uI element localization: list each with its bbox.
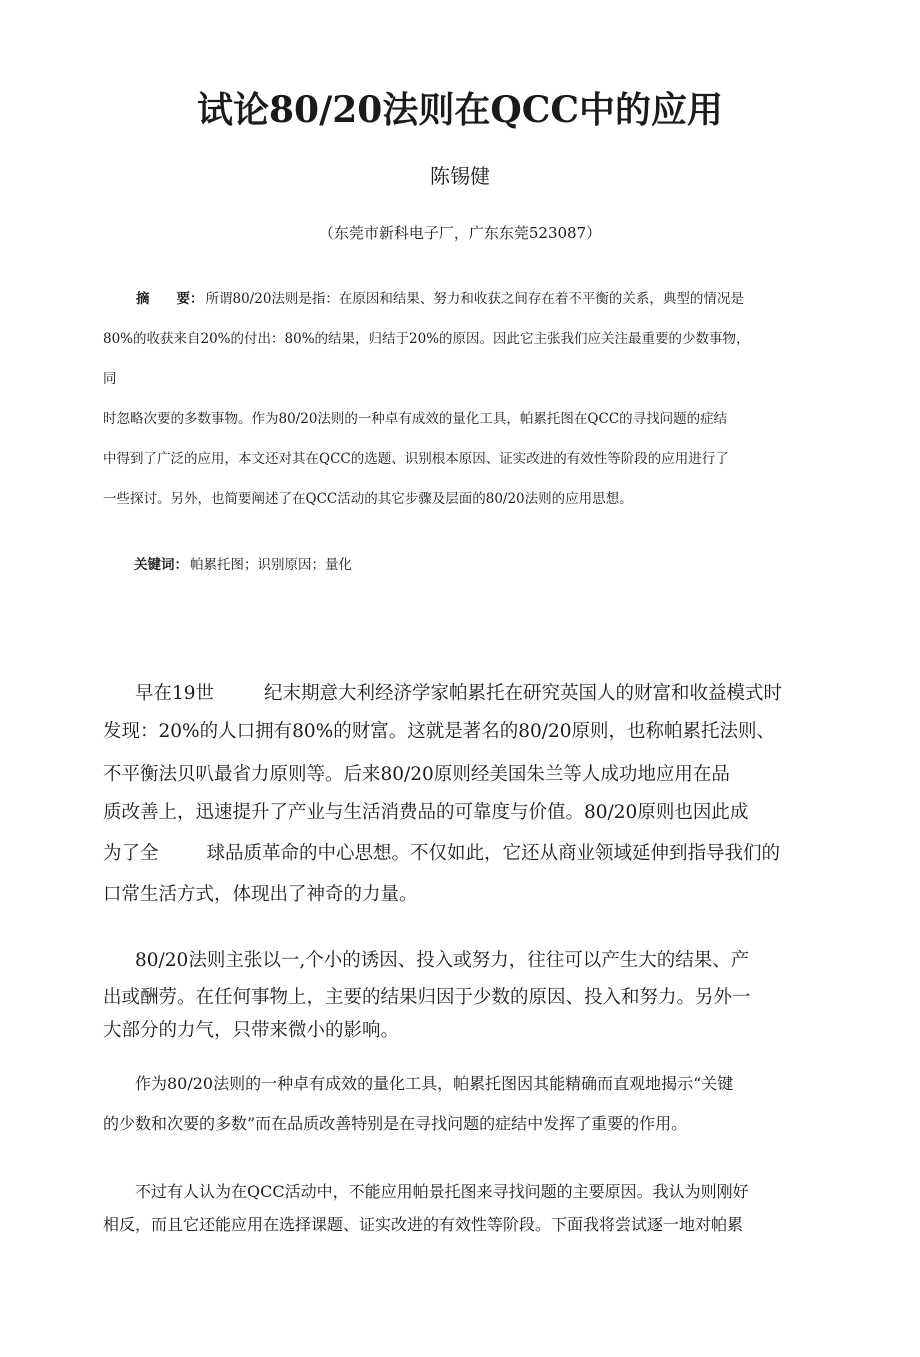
p4-line-1: 不过有人认为在QCC活动中，不能应用帕景托图来寻找问题的主要原因。我认为则刚好: [135, 1182, 749, 1201]
p2-line-1: 80/20法则主张以一,个小的诱因、投入或努力，往往可以产生大的结果、产: [135, 950, 750, 971]
p2-line-2: 出或酬劳。在任何事物上，主要的结果归因于少数的原因、投入和努力。另外一: [103, 987, 751, 1008]
p1-line-6: 口常生活方式，体现出了神奇的力量。: [103, 884, 418, 905]
author-affiliation: （东莞市新科电子厂，广东东莞523087）: [318, 224, 602, 242]
keywords-text: 帕累托图；识别原因；量化: [190, 557, 352, 573]
p1-line-2: 发现：20%的人口拥有80%的财富。这就是著名的80/20原则，也称帕累托法则、: [103, 721, 776, 742]
abstract-line-6: 一些探讨。另外，也简要阐述了在QCC活动的其它步骤及层面的80/20法则的应用思想。: [103, 491, 633, 507]
abstract-line-1: 摘 要： 所谓80/20法则是指：在原因和结果、努力和收获之间存在着不平衡的关系，典型的情况是: [136, 291, 744, 307]
abstract-line-4: 时忽略次要的多数事物。作为80/20法则的一种卓有成效的量化工具，帕累托图在QCC的寻找问题的症结: [103, 411, 728, 427]
abstract-line-5: 中得到了广泛的应用，本文还对其在QCC的选题、识别根本原因、证实改进的有效性等阶段的应用进行了: [103, 451, 729, 467]
p1-line-3: 不平衡法贝叭最省力原则等。后来80/20原则经美国朱兰等人成功地应用在品: [103, 764, 730, 785]
p3-line-2: 的少数和次要的多数”而在品质改善特别是在寻找问题的症结中发挥了重要的作用。: [103, 1114, 688, 1133]
p3-line-1: 作为80/20法则的一种卓有成效的量化工具，帕累托图因其能精确而直观地揭示“关键: [135, 1074, 734, 1093]
p2-line-3: 大部分的力气，只带来微小的影响。: [103, 1020, 400, 1041]
keywords-label: 关键词：: [134, 557, 188, 573]
p1-line-4: 质改善上，迅速提升了产业与生活消费品的可靠度与价值。80/20原则也因此成: [103, 802, 749, 823]
paper-title: 试论80/20法则在QCC中的应用: [196, 89, 723, 131]
p1-line-5: 为了全 球品质革命的中心思想。不仅如此，它还从商业领域延伸到指导我们的: [103, 843, 781, 864]
author-name: 陈锡健: [430, 164, 490, 188]
abstract-line-3: 同: [103, 371, 117, 387]
p4-line-2: 相反，而且它还能应用在选择课题、证实改进的有效性等阶段。下面我将尝试逐一地对帕累: [103, 1215, 744, 1234]
abstract-label: 摘 要：: [136, 291, 204, 307]
p1-line-1: 早在19世 纪末期意大利经济学家帕累托在研究英国人的财富和收益模式时: [135, 683, 783, 704]
abstract-line-2: 80%的收获来自20%的付出：80%的结果，归结于20%的原因。因此它主张我们应关注最重要的少数事物，: [103, 331, 750, 347]
keywords-line: [134, 553, 352, 573]
